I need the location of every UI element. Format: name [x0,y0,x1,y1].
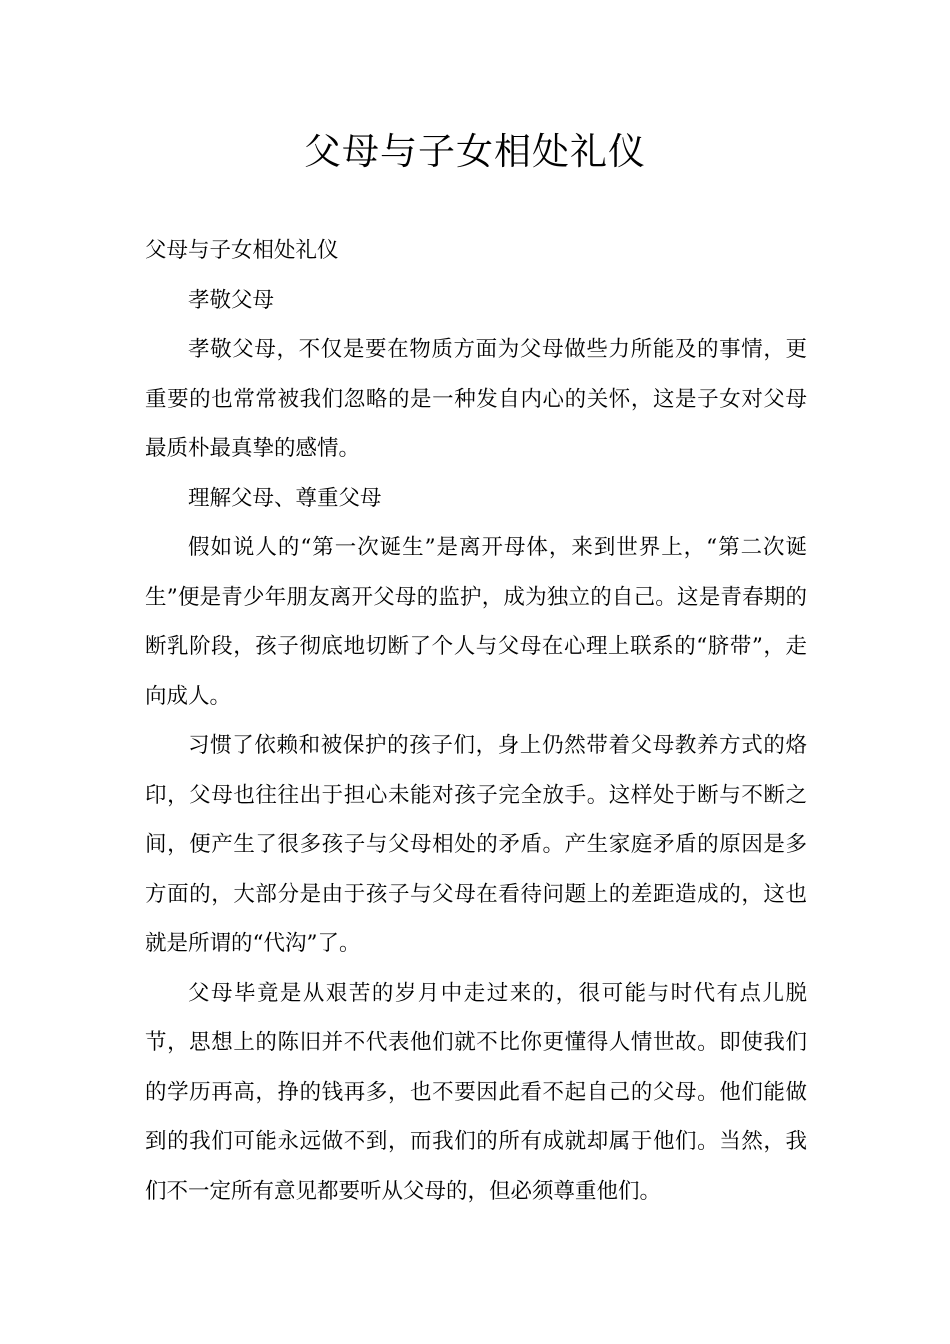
paragraph-filial-piety: 孝敬父母，不仅是要在物质方面为父母做些力所能及的事情，更重要的也常常被我们忽略的是一种发自内心的关怀，这是子女对父母最质朴最真挚的感情。 [145,337,807,461]
document-body [145,226,807,1216]
paragraph-generation-gap: 习惯了依赖和被保护的孩子们，身上仍然带着父母教养方式的烙印，父母也往往出于担心未能对孩子完全放手。这样处于断与不断之间，便产生了很多孩子与父母相处的矛盾。产生家庭矛盾的原因是多方面的，大部分是由于孩子与父母在看待问题上的差距造成的，这也就是所谓的“代沟”了。 [145,733,807,956]
document-title: 父母与子女相处礼仪 [304,130,646,173]
paragraph-respect-parents: 父母毕竟是从艰苦的岁月中走过来的，很可能与时代有点儿脱节，思想上的陈旧并不代表他们就不比你更懂得人情世故。即使我们的学历再高，挣的钱再多，也不要因此看不起自己的父母。他们能做到的我们可能永远做不到，而我们的所有成就却属于他们。当然，我们不一定所有意见都要听从父母的，但必须尊重他们。 [145,980,807,1204]
section-heading-understand-respect: 理解父母、尊重父母 [188,485,382,511]
section-heading-filial-piety: 孝敬父母 [188,287,275,313]
body-heading: 父母与子女相处礼仪 [145,238,339,263]
paragraph-second-birth: 假如说人的“第一次诞生”是离开母体，来到世界上，“第二次诞生”便是青少年朋友离开父母的监护，成为独立的自己。这是青春期的断乳阶段，孩子彻底地切断了个人与父母在心理上联系的“脐带”，走向成人。 [145,535,807,709]
